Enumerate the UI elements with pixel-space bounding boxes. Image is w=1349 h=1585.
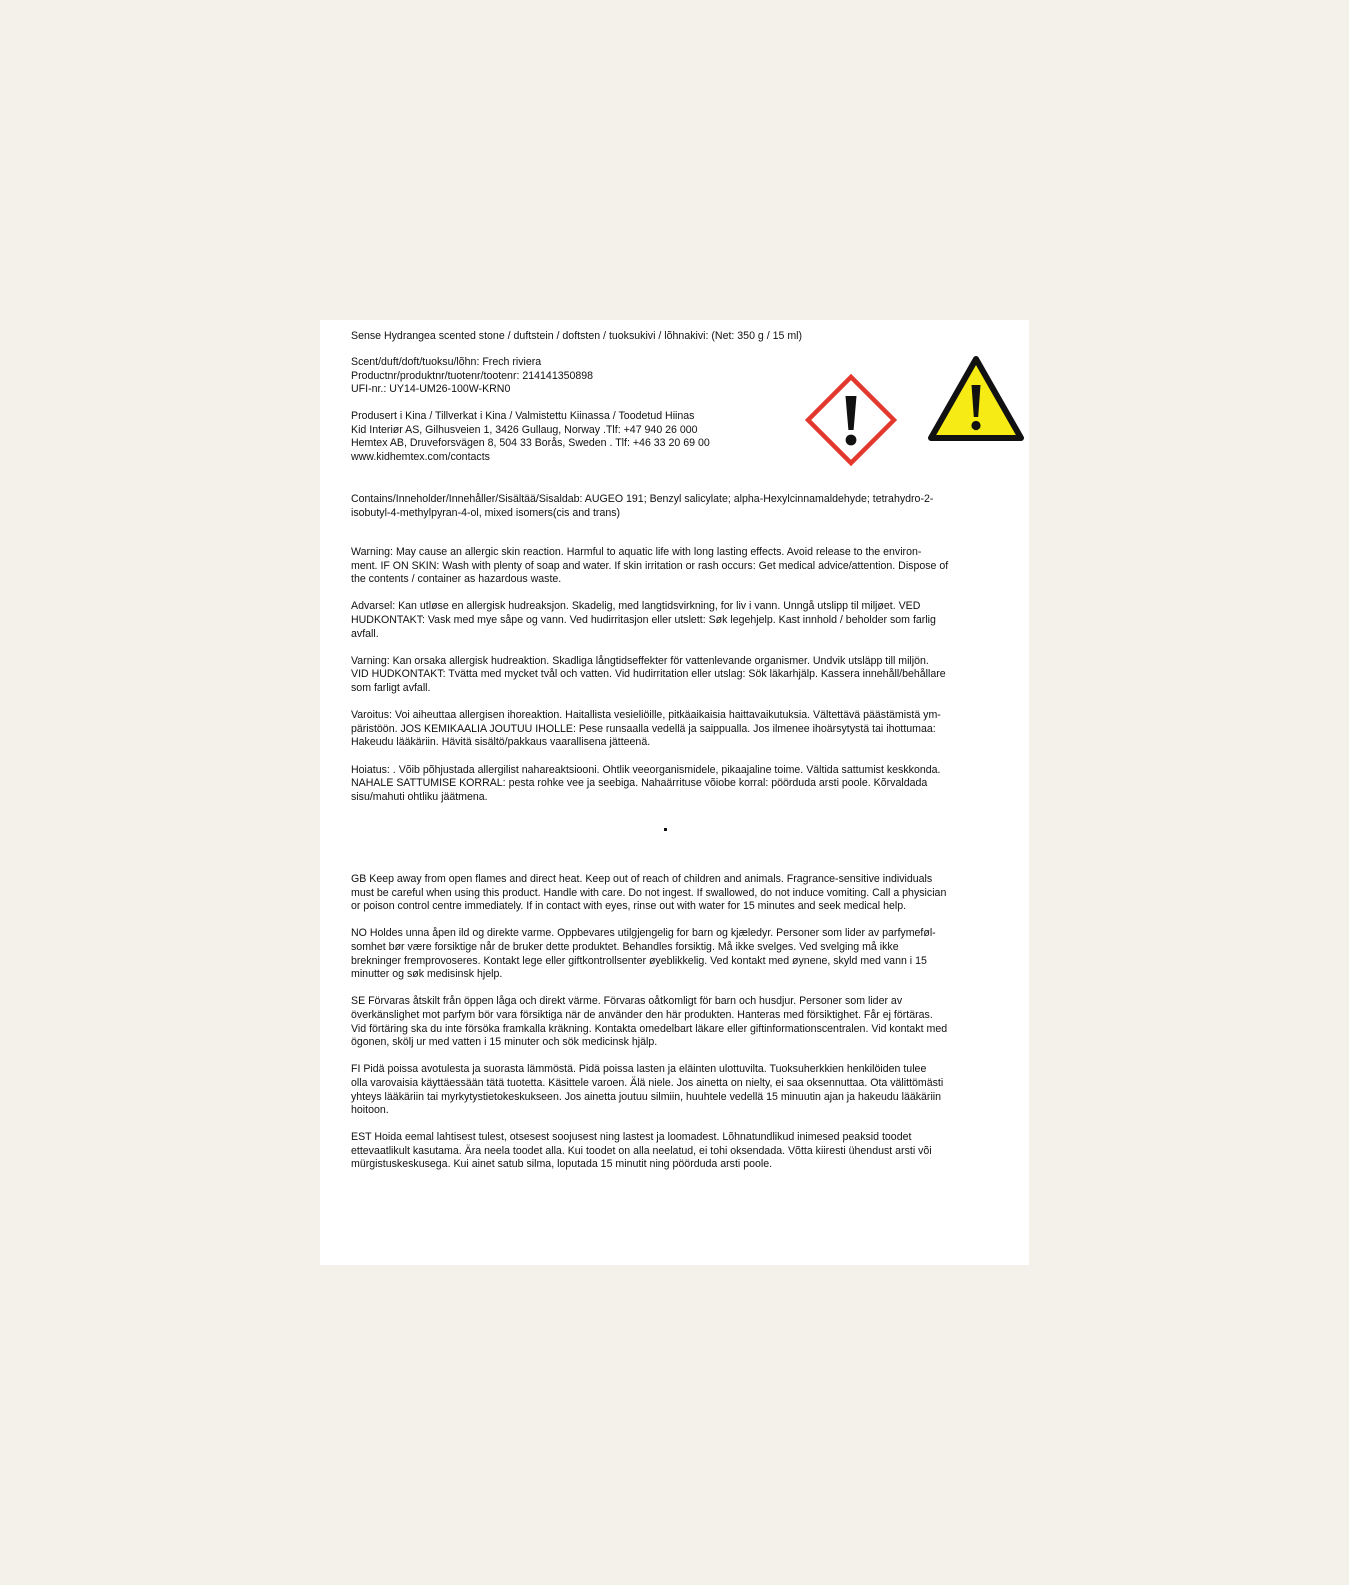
product-title: Sense Hydrangea scented stone / duftstein / doftsten / tuoksukivi / lõhnakivi: (Net: 350 g / 15 ml) xyxy=(351,330,803,342)
manufacturer-info xyxy=(351,410,771,464)
safety-section xyxy=(351,873,991,1186)
exclamation-mark-diamond-icon xyxy=(805,374,897,466)
safety-est: EST Hoida eemal lahtisest tulest, otsesest soojusest ning lastest ja loomadest. Lõhnatundlikud inimesed peaksid toodet ettevaatlikult kasutama. Ära neela toodet alla. Kui toodet on alla neelatud, ei tohi oksendada. Võtta kiiresti ühendust arsti või mürgistuskeskusega. Kui ainet satub silma, loputada 15 minutit ning pöörduda arsti poole. xyxy=(351,1131,932,1171)
warning-fi: Varoitus: Voi aiheuttaa allergisen ihoreaktion. Haitallista vesieliöille, pitkäaikaisia haittavaikutuksia. Vältettävä päästämistä ym- päristöön. JOS KEMIKAALIA JOUTUU IHOLLE: Pese runsaalla vedellä ja saippualla. Jos ilmenee ihoärsytystä tai ihottumaa: Hakeudu lääkäriin. Hävitä sisältö/pakkaus vaarallisena jätteenä. xyxy=(351,709,941,749)
company-norway-line: Kid Interiør AS, Gilhusveien 1, 3426 Gullaug, Norway .Tlf: +47 940 26 000 xyxy=(351,423,698,436)
scent-line: Scent/duft/doft/tuoksu/lõhn: Frech riviera xyxy=(351,356,542,368)
separator-dot xyxy=(664,828,667,831)
warnings-section xyxy=(351,546,991,818)
website-line: www.kidhemtex.com/contacts xyxy=(351,450,490,463)
warning-est: Hoiatus: . Võib põhjustada allergilist nahareaktsiooni. Ohtlik veeorganismidele, pikaajaline toime. Vältida sattumist keskkonda. NAHALE SATTUMISE KORRAL: pesta rohke vee ja seebiga. Nahaärrituse võiobe korral: pöörduda arsti poole. Kõrvaldada sisu/mahuti ohtliku jäätmena. xyxy=(351,763,941,803)
product-info xyxy=(351,356,771,397)
origin-line: Produsert i Kina / Tillverkat i Kina / Valmistettu Kiinassa / Toodetud Hiinas xyxy=(351,410,695,422)
warning-en: Warning: May cause an allergic skin reaction. Harmful to aquatic life with long lasting effects. Avoid release to the environ- ment. IF ON SKIN: Wash with plenty of soap and water. If skin irritation or rash occurs: Get medical advice/attention. Dispose of the contents / container as hazardous waste. xyxy=(351,546,949,586)
warning-se: Varning: Kan orsaka allergisk hudreaktion. Skadliga långtidseffekter för vattenlevande organismer. Undvik utsläpp till miljön. VID HUDKONTAKT: Tvätta med mycket tvål och vatten. Vid hudirritation eller utslag: Sök läkarhjälp. Kassera innehåll/behållare som farligt avfall. xyxy=(351,654,946,694)
warning-triangle-icon xyxy=(927,355,1025,442)
safety-no: NO Holdes unna åpen ild og direkte varme. Oppbevares utilgjengelig for barn og kjæledyr. Personer som lider av parfymeføl- somhet bør være forsiktige når de bruker dette produktet. Behandles forsiktig. Må ikke svelges. Ved svelging må ikke brekninger fremprovoseres. Kontakt lege eller giftkontrollsenter øyeblikkelig. Ved kontakt med øynene, skyld med vann i 15 minutter og søk medisinsk hjelp. xyxy=(351,927,936,981)
safety-gb: GB Keep away from open flames and direct heat. Keep out of reach of children and animals. Fragrance-sensitive individuals must be careful when using this product. Handle with care. Do not ingest. If swallowed, do not induce vomiting. Call a physician or poison control centre immediately. If in contact with eyes, rinse out with water for 15 minutes and seek medical help. xyxy=(351,873,947,913)
safety-se: SE Förvaras åtskilt från öppen låga och direkt värme. Förvaras oåtkomligt för barn och husdjur. Personer som lider av överkänslighet mot parfym bör vara försiktiga när de använder den här produkten. Hanteras med försiktighet. Får ej förtäras. Vid förtäring ska du inte försöka framkalla kräkning. Kontakta omedelbart läkare eller giftinformationscentralen. Vid kontakt med ögonen, skölj ur med vatten i 15 minuter och sök medicinsk hjälp. xyxy=(351,995,948,1049)
contains-paragraph: Contains/Inneholder/Innehåller/Sisältää/Sisaldab: AUGEO 191; Benzyl salicylate; alpha-Hexylcinnamaldehyde; tetrahydro-2- isobutyl-4-methylpyran-4-ol, mixed isomers(cis and trans) xyxy=(351,493,934,519)
warning-no: Advarsel: Kan utløse en allergisk hudreaksjon. Skadelig, med langtidsvirkning, for liv i vann. Unngå utslipp til miljøet. VED HUDKONTAKT: Vask med mye såpe og vann. Ved hudirritasjon eller utslett: Søk legehjelp. Kast innhold / beholder som farlig avfall. xyxy=(351,600,936,640)
product-number-line: Productnr/produktnr/tuotenr/tootenr: 214141350898 xyxy=(351,369,594,382)
company-sweden-line: Hemtex AB, Druveforsvägen 8, 504 33 Borås, Sweden . Tlf: +46 33 20 69 00 xyxy=(351,437,710,450)
ufi-line: UFI-nr.: UY14-UM26-100W-KRN0 xyxy=(351,383,511,396)
product-label xyxy=(320,320,1029,1265)
safety-fi: FI Pidä poissa avotulesta ja suorasta lämmöstä. Pidä poissa lasten ja eläinten ulottuvilta. Tuoksuherkkien henkilöiden tulee olla varovaisia käyttäessään tätä tuotetta. Käsittele varoen. Älä niele. Jos ainetta on nielty, ei saa oksennuttaa. Ota välittömästi yhteys lääkäriin tai myrkytystietokeskukseen. Jos ainetta joutuu silmiin, huuhtele vedellä 15 minuutin ajan ja hakeudu lääkäriin hoitoon. xyxy=(351,1063,944,1117)
